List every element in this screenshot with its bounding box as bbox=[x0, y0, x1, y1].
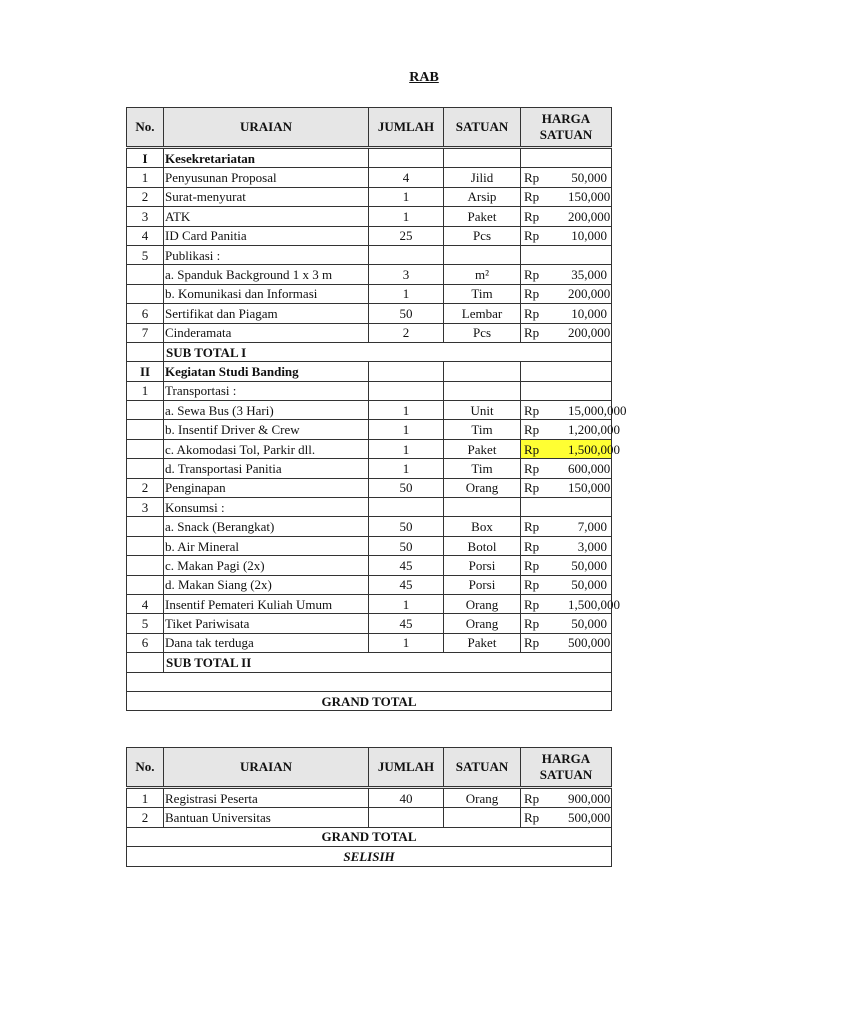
row-currency: Rp bbox=[521, 420, 567, 439]
row-number: 7 bbox=[127, 323, 164, 342]
row-number: 5 bbox=[127, 245, 164, 264]
row-satuan: Paket bbox=[444, 439, 521, 458]
row-uraian: Dana tak terduga bbox=[164, 633, 369, 652]
row-satuan: Botol bbox=[444, 536, 521, 555]
row-harga bbox=[566, 381, 612, 400]
row-satuan: Paket bbox=[444, 207, 521, 226]
row-jumlah: 3 bbox=[369, 265, 444, 284]
grand-total-row-label: GRAND TOTAL bbox=[127, 827, 612, 846]
row-uraian: Konsumsi : bbox=[164, 498, 369, 517]
row-satuan: Paket bbox=[444, 633, 521, 652]
row-jumlah: 1 bbox=[369, 459, 444, 478]
row-uraian: Bantuan Universitas bbox=[164, 808, 369, 827]
row-uraian: Publikasi : bbox=[164, 245, 369, 264]
row-currency: Rp bbox=[521, 265, 567, 284]
row-uraian: Cinderamata bbox=[164, 323, 369, 342]
grand-total-row bbox=[127, 827, 612, 846]
row-harga: 1,500,000 bbox=[566, 594, 612, 613]
row-satuan: m² bbox=[444, 265, 521, 284]
section-row-harga bbox=[566, 362, 612, 381]
section-row bbox=[127, 148, 612, 168]
row-satuan: Pcs bbox=[444, 323, 521, 342]
row-harga: 200,000 bbox=[566, 284, 612, 303]
row-satuan: Tim bbox=[444, 284, 521, 303]
row-harga: 1,200,000 bbox=[566, 420, 612, 439]
table-row bbox=[127, 323, 612, 342]
row-harga: 600,000 bbox=[566, 459, 612, 478]
row-currency: Rp bbox=[521, 594, 567, 613]
row-harga: 200,000 bbox=[566, 207, 612, 226]
row-jumlah: 1 bbox=[369, 420, 444, 439]
subtotal-row bbox=[127, 653, 612, 672]
table-row bbox=[127, 614, 612, 633]
row-harga: 50,000 bbox=[566, 614, 612, 633]
row-currency: Rp bbox=[521, 575, 567, 594]
row-currency: Rp bbox=[521, 401, 567, 420]
row-currency: Rp bbox=[521, 556, 567, 575]
row-number: 6 bbox=[127, 304, 164, 323]
row-currency: Rp bbox=[521, 323, 567, 342]
row-number bbox=[127, 536, 164, 555]
row-jumlah bbox=[369, 245, 444, 264]
blank-row bbox=[127, 672, 612, 691]
row-harga: 3,000 bbox=[566, 536, 612, 555]
row-uraian: ID Card Panitia bbox=[164, 226, 369, 245]
table-row bbox=[127, 207, 612, 226]
row-currency: Rp bbox=[521, 788, 567, 808]
row-currency: Rp bbox=[521, 304, 567, 323]
row-jumlah: 50 bbox=[369, 536, 444, 555]
table-row bbox=[127, 381, 612, 400]
row-satuan bbox=[444, 498, 521, 517]
row-satuan bbox=[444, 381, 521, 400]
header-uraian: URAIAN bbox=[164, 748, 369, 788]
row-satuan: Porsi bbox=[444, 556, 521, 575]
table-row bbox=[127, 556, 612, 575]
row-jumlah bbox=[369, 381, 444, 400]
section-row-label: Kegiatan Studi Banding bbox=[164, 362, 369, 381]
table-row bbox=[127, 594, 612, 613]
row-currency bbox=[521, 245, 567, 264]
subtotal-row-number bbox=[127, 653, 164, 672]
section-row-number: II bbox=[127, 362, 164, 381]
section-row-number: I bbox=[127, 148, 164, 168]
row-currency: Rp bbox=[521, 614, 567, 633]
table-row bbox=[127, 459, 612, 478]
row-currency: Rp bbox=[521, 633, 567, 652]
row-currency: Rp bbox=[521, 439, 567, 458]
row-jumlah: 50 bbox=[369, 304, 444, 323]
row-number: 4 bbox=[127, 594, 164, 613]
row-uraian: d. Makan Siang (2x) bbox=[164, 575, 369, 594]
row-currency: Rp bbox=[521, 187, 567, 206]
section-row-jumlah bbox=[369, 148, 444, 168]
subtotal-row-label: SUB TOTAL II bbox=[164, 653, 612, 672]
table-row bbox=[127, 226, 612, 245]
row-uraian: Surat-menyurat bbox=[164, 187, 369, 206]
table-row bbox=[127, 498, 612, 517]
row-jumlah: 1 bbox=[369, 401, 444, 420]
section-row-currency bbox=[521, 362, 567, 381]
table-row bbox=[127, 304, 612, 323]
table-row bbox=[127, 633, 612, 652]
row-harga bbox=[566, 498, 612, 517]
header-satuan: SATUAN bbox=[444, 748, 521, 788]
section-row-satuan bbox=[444, 148, 521, 168]
row-satuan: Box bbox=[444, 517, 521, 536]
row-harga: 150,000 bbox=[566, 478, 612, 497]
row-harga: 500,000 bbox=[566, 633, 612, 652]
row-satuan bbox=[444, 245, 521, 264]
row-uraian: a. Sewa Bus (3 Hari) bbox=[164, 401, 369, 420]
row-harga: 500,000 bbox=[566, 808, 612, 827]
grand-total-row-label: GRAND TOTAL bbox=[127, 691, 612, 710]
row-jumlah: 1 bbox=[369, 207, 444, 226]
row-harga: 7,000 bbox=[566, 517, 612, 536]
header-uraian: URAIAN bbox=[164, 108, 369, 148]
row-jumlah: 50 bbox=[369, 517, 444, 536]
row-number: 1 bbox=[127, 381, 164, 400]
row-jumlah: 45 bbox=[369, 614, 444, 633]
selisih-row bbox=[127, 847, 612, 866]
table-row bbox=[127, 439, 612, 458]
header-no: No. bbox=[127, 108, 164, 148]
row-satuan: Arsip bbox=[444, 187, 521, 206]
row-jumlah: 1 bbox=[369, 439, 444, 458]
header-harga-line1: HARGA bbox=[541, 751, 591, 766]
row-satuan: Tim bbox=[444, 420, 521, 439]
row-harga: 150,000 bbox=[566, 187, 612, 206]
subtotal-row-label: SUB TOTAL I bbox=[164, 342, 612, 361]
row-jumlah: 45 bbox=[369, 556, 444, 575]
row-currency: Rp bbox=[521, 478, 567, 497]
table-row bbox=[127, 478, 612, 497]
row-currency: Rp bbox=[521, 536, 567, 555]
blank-row-label bbox=[127, 672, 612, 691]
row-number bbox=[127, 420, 164, 439]
subtotal-row bbox=[127, 342, 612, 361]
row-currency: Rp bbox=[521, 284, 567, 303]
row-number bbox=[127, 265, 164, 284]
row-jumlah: 25 bbox=[369, 226, 444, 245]
section-row-satuan bbox=[444, 362, 521, 381]
row-satuan: Tim bbox=[444, 459, 521, 478]
header-harga-satuan bbox=[521, 748, 612, 788]
row-currency bbox=[521, 498, 567, 517]
row-jumlah: 40 bbox=[369, 788, 444, 808]
header-satuan: SATUAN bbox=[444, 108, 521, 148]
table-header-row bbox=[127, 108, 612, 148]
header-harga-line2: SATUAN bbox=[539, 127, 593, 142]
row-jumlah: 50 bbox=[369, 478, 444, 497]
subtotal-row-number bbox=[127, 342, 164, 361]
row-currency: Rp bbox=[521, 168, 567, 187]
header-harga-line1: HARGA bbox=[541, 111, 591, 126]
table-row bbox=[127, 187, 612, 206]
row-uraian: Penyusunan Proposal bbox=[164, 168, 369, 187]
row-uraian: Insentif Pemateri Kuliah Umum bbox=[164, 594, 369, 613]
section-row-jumlah bbox=[369, 362, 444, 381]
table-header-row bbox=[127, 748, 612, 788]
row-uraian: Tiket Pariwisata bbox=[164, 614, 369, 633]
row-harga: 200,000 bbox=[566, 323, 612, 342]
row-jumlah: 4 bbox=[369, 168, 444, 187]
table-row bbox=[127, 245, 612, 264]
row-harga bbox=[566, 245, 612, 264]
budget-body bbox=[127, 148, 627, 711]
row-harga: 10,000 bbox=[566, 226, 612, 245]
row-uraian: a. Snack (Berangkat) bbox=[164, 517, 369, 536]
table-row bbox=[127, 168, 612, 187]
row-currency: Rp bbox=[521, 808, 567, 827]
row-number: 5 bbox=[127, 614, 164, 633]
table-row bbox=[127, 575, 612, 594]
row-satuan: Orang bbox=[444, 594, 521, 613]
row-uraian: a. Spanduk Background 1 x 3 m bbox=[164, 265, 369, 284]
row-uraian: Registrasi Peserta bbox=[164, 788, 369, 808]
row-harga: 15,000,000 bbox=[566, 401, 612, 420]
grand-total-row bbox=[127, 691, 612, 710]
row-harga: 10,000 bbox=[566, 304, 612, 323]
row-currency: Rp bbox=[521, 207, 567, 226]
row-uraian: b. Air Mineral bbox=[164, 536, 369, 555]
table-row bbox=[127, 808, 612, 827]
row-jumlah bbox=[369, 498, 444, 517]
row-satuan: Jilid bbox=[444, 168, 521, 187]
section-row bbox=[127, 362, 612, 381]
row-uraian: Transportasi : bbox=[164, 381, 369, 400]
row-satuan: Lembar bbox=[444, 304, 521, 323]
section-row-label: Kesekretariatan bbox=[164, 148, 369, 168]
row-satuan: Orang bbox=[444, 614, 521, 633]
row-jumlah: 1 bbox=[369, 284, 444, 303]
selisih-row-label: SELISIH bbox=[127, 847, 612, 866]
row-currency: Rp bbox=[521, 517, 567, 536]
row-harga: 50,000 bbox=[566, 168, 612, 187]
income-table bbox=[126, 747, 612, 867]
table-row bbox=[127, 401, 612, 420]
row-uraian: b. Komunikasi dan Informasi bbox=[164, 284, 369, 303]
row-number: 6 bbox=[127, 633, 164, 652]
row-number: 3 bbox=[127, 207, 164, 226]
income-body bbox=[127, 788, 612, 867]
document-title: RAB bbox=[409, 70, 439, 85]
row-number bbox=[127, 459, 164, 478]
row-number bbox=[127, 575, 164, 594]
row-number: 4 bbox=[127, 226, 164, 245]
row-number: 2 bbox=[127, 187, 164, 206]
row-number bbox=[127, 401, 164, 420]
row-currency: Rp bbox=[521, 459, 567, 478]
row-satuan: Pcs bbox=[444, 226, 521, 245]
row-harga: 900,000 bbox=[566, 788, 612, 808]
row-jumlah: 45 bbox=[369, 575, 444, 594]
row-jumlah bbox=[369, 808, 444, 827]
section-row-harga bbox=[566, 148, 612, 168]
row-satuan bbox=[444, 808, 521, 827]
row-uraian: c. Akomodasi Tol, Parkir dll. bbox=[164, 439, 369, 458]
table-row bbox=[127, 265, 612, 284]
table-row bbox=[127, 420, 612, 439]
row-jumlah: 1 bbox=[369, 594, 444, 613]
row-currency bbox=[521, 381, 567, 400]
table-row bbox=[127, 536, 612, 555]
row-satuan: Unit bbox=[444, 401, 521, 420]
header-no: No. bbox=[127, 748, 164, 788]
table-row bbox=[127, 517, 612, 536]
row-number: 3 bbox=[127, 498, 164, 517]
row-jumlah: 1 bbox=[369, 633, 444, 652]
row-harga: 50,000 bbox=[566, 575, 612, 594]
row-satuan: Porsi bbox=[444, 575, 521, 594]
row-number: 2 bbox=[127, 808, 164, 827]
row-harga: 1,500,000 bbox=[566, 439, 612, 458]
row-satuan: Orang bbox=[444, 478, 521, 497]
row-number bbox=[127, 284, 164, 303]
row-uraian: Sertifikat dan Piagam bbox=[164, 304, 369, 323]
row-number: 1 bbox=[127, 788, 164, 808]
row-uraian: ATK bbox=[164, 207, 369, 226]
row-uraian: c. Makan Pagi (2x) bbox=[164, 556, 369, 575]
row-jumlah: 2 bbox=[369, 323, 444, 342]
row-uraian: b. Insentif Driver & Crew bbox=[164, 420, 369, 439]
row-uraian: Penginapan bbox=[164, 478, 369, 497]
header-jumlah: JUMLAH bbox=[369, 108, 444, 148]
row-number: 1 bbox=[127, 168, 164, 187]
table-row bbox=[127, 284, 612, 303]
header-jumlah: JUMLAH bbox=[369, 748, 444, 788]
row-harga: 50,000 bbox=[566, 556, 612, 575]
row-number bbox=[127, 439, 164, 458]
row-harga: 35,000 bbox=[566, 265, 612, 284]
header-harga-satuan bbox=[521, 108, 612, 148]
row-satuan: Orang bbox=[444, 788, 521, 808]
section-row-currency bbox=[521, 148, 567, 168]
row-number: 2 bbox=[127, 478, 164, 497]
row-number bbox=[127, 517, 164, 536]
table-row bbox=[127, 788, 612, 808]
header-harga-line2: SATUAN bbox=[539, 767, 593, 782]
row-uraian: d. Transportasi Panitia bbox=[164, 459, 369, 478]
row-currency: Rp bbox=[521, 226, 567, 245]
row-number bbox=[127, 556, 164, 575]
budget-table bbox=[126, 107, 627, 711]
row-jumlah: 1 bbox=[369, 187, 444, 206]
